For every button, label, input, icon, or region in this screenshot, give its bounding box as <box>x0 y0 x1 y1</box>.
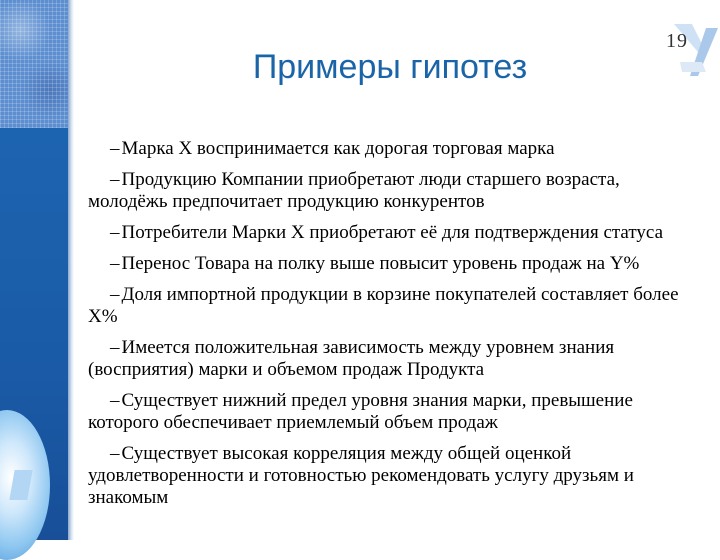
bullet-marker: – <box>110 169 120 190</box>
slide-number: 19 <box>666 30 688 52</box>
bullet-marker: – <box>110 222 120 243</box>
bullet-marker: – <box>110 443 120 464</box>
list-item <box>88 169 700 213</box>
list-item <box>88 284 700 328</box>
list-item <box>88 443 700 509</box>
bullet-marker: – <box>110 337 120 358</box>
list-item <box>88 337 700 381</box>
list-item <box>88 253 700 275</box>
bullet-marker: – <box>110 253 120 274</box>
list-item-text: Марка X воспринимается как дорогая торговая марка <box>121 138 555 159</box>
bullet-marker: – <box>110 390 120 411</box>
bullet-list <box>88 138 700 518</box>
list-item-text: Существует высокая корреляция между общей оценкой удовлетворенности и готовностью рекомендовать услугу друзьям и знакомым <box>88 443 634 508</box>
list-item-text: Продукцию Компании приобретают люди старшего возраста, молодёжь предпочитает продукцию конкурентов <box>88 169 620 212</box>
list-item-text: Существует нижний предел уровня знания марки, превышение которого обеспечивает приемлемый объем продаж <box>88 390 633 433</box>
page-title: Примеры гипотез <box>252 48 528 86</box>
list-item-text: Доля импортной продукции в корзине покупателей составляет более X% <box>88 284 679 327</box>
list-item <box>88 138 700 160</box>
list-item <box>88 390 700 434</box>
bullet-marker: – <box>110 138 120 159</box>
list-item <box>88 222 700 244</box>
list-item-text: Перенос Товара на полку выше повысит уровень продаж на Y% <box>121 253 640 274</box>
list-item-text: Имеется положительная зависимость между уровнем знания (восприятия) марки и объемом продаж Продукта <box>88 337 615 380</box>
list-item-text: Потребители Марки X приобретают её для подтверждения статуса <box>121 222 664 243</box>
bullet-marker: – <box>110 284 120 305</box>
sidebar-pattern <box>0 0 68 128</box>
